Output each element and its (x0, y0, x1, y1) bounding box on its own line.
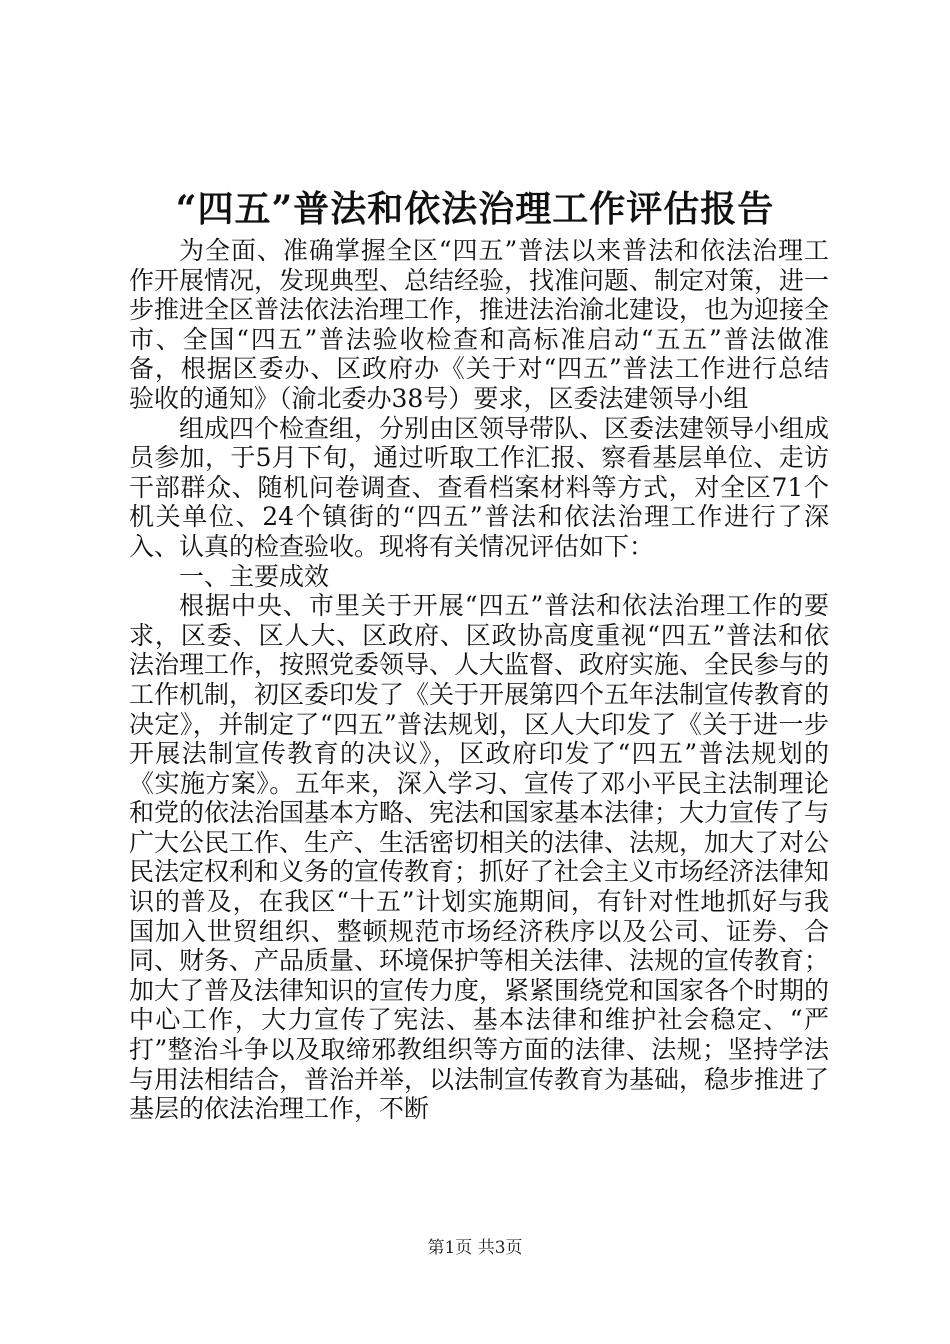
paragraph-intro: 为全面、准确掌握全区“四五”普法以来普法和依法治理工作开展情况，发现典型、总结经验，找准问题、制定对策，进一步推进全区普法依法治理工作，推进法治渝北建设，也为迎接全市、全国“四五”普法验收检查和高标准启动“五五”普法做准备，根据区委办、区政府办《关于对“四五”普法工作进行总结验收的通知》（渝北委办38号）要求，区委法建领导小组 (129, 236, 830, 413)
section-heading: 一、主要成效 (179, 561, 330, 591)
page-footer: 第1页 共3页 (427, 1238, 523, 1258)
document-body (129, 236, 829, 1124)
paragraph-achievements: 根据中央、市里关于开展“四五”普法和依法治理工作的要求，区委、区人大、区政府、区政协高度重视“四五”普法和依法治理工作，按照党委领导、人大监督、政府实施、全民参与的工作机制，初区委印发了《关于开展第四个五年法制宣传教育的决定》，并制定了“四五”普法规划，区人大印发了《关于进一步开展法制宣传教育的决议》，区政府印发了“四五”普法规划的《实施方案》。五年来，深入学习、宣传了邓小平民主法制理论和党的依法治国基本方略、宪法和国家基本法律；大力宣传了与广大公民工作、生产、生活密切相关的法律、法规，加大了对公民法定权利和义务的宣传教育；抓好了社会主义市场经济法律知识的普及，在我区“十五”计划实施期间，有针对性地抓好与我国加入世贸组织、整顿规范市场经济秩序以及公司、证券、合同、财务、产品质量、环境保护等相关法律、法规的宣传教育；加大了普及法律知识的宣传力度，紧紧围绕党和国家各个时期的中心工作，大力宣传了宪法、基本法律和维护社会稳定、“严打”整治斗争以及取缔邪教组织等方面的法律、法规；坚持学法与用法相结合，普治并举，以法制宣传教育为基础，稳步推进了基层的依法治理工作，不断 (129, 591, 830, 1124)
document-title: “四五”普法和依法治理工作评估报告 (175, 188, 775, 230)
paragraph-inspection: 组成四个检查组，分别由区领导带队、区委法建领导小组成员参加，于5月下旬，通过听取工作汇报、察看基层单位、走访干部群众、随机问卷调查、查看档案材料等方式，对全区71个机关单位、24个镇街的“四五”普法和依法治理工作进行了深入、认真的检查验收。现将有关情况评估如下： (129, 413, 830, 561)
